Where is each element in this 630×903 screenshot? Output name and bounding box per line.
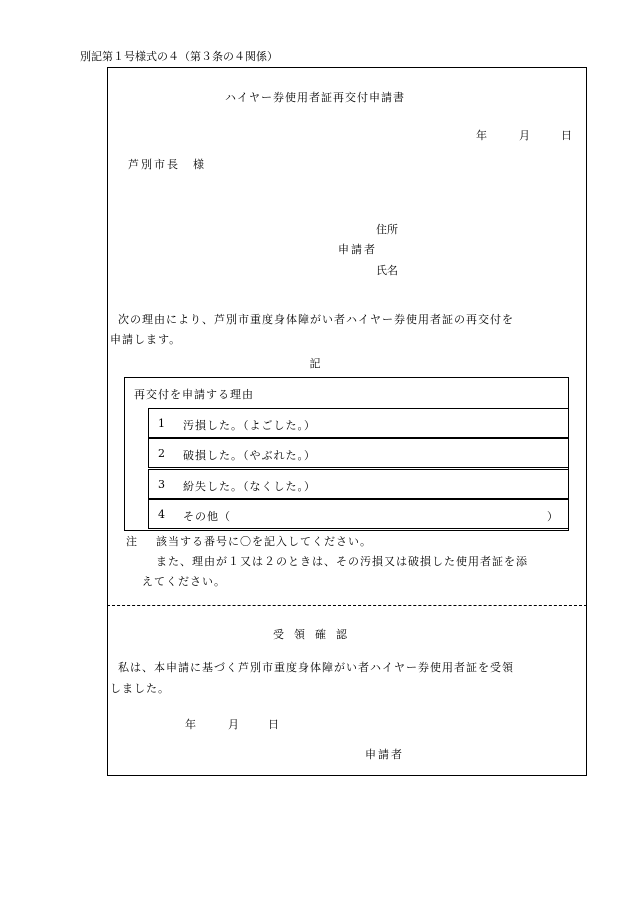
reason-option-2[interactable] (148, 438, 569, 468)
receipt-date-year-label: 年 (185, 718, 196, 731)
addressee: 芦別市長 様 (128, 158, 206, 171)
reason-option-3[interactable] (148, 469, 569, 499)
receipt-text-line-1: 私は、本申請に基づく芦別市重度身体障がい者ハイヤー券使用者証を受領 (118, 661, 514, 674)
reason-number: 2 (158, 447, 165, 460)
reason-number: 4 (158, 508, 165, 521)
receipt-date-month-label: 月 (228, 718, 239, 731)
applicant-label: 申請者 (338, 243, 377, 256)
reason-number: 1 (158, 417, 165, 430)
applicant-address-label: 住所 (376, 223, 398, 236)
form-number-label: 別記第１号様式の４（第３条の４関係） (80, 50, 278, 63)
receipt-confirmation-title: 受領確認 (273, 628, 357, 641)
date-day-label: 日 (561, 129, 572, 142)
reason-option-4[interactable] (148, 499, 569, 529)
form-title: ハイヤー券使用者証再交付申請書 (225, 91, 405, 104)
reason-number: 3 (158, 478, 165, 491)
ki-label: 記 (309, 357, 321, 370)
other-reason-close-paren: ） (547, 510, 558, 523)
note-line-3: えてください。 (142, 575, 226, 588)
receipt-applicant-label: 申請者 (365, 748, 404, 761)
reason-text: 汚損した。（よごした。） (183, 419, 316, 432)
receipt-date-day-label: 日 (268, 718, 279, 731)
body-text-line-1: 次の理由により、芦別市重度身体障がい者ハイヤー券使用者証の再交付を (118, 313, 514, 326)
note-line-2: また、理由が１又は２のときは、その汚損又は破損した使用者証を添 (156, 555, 528, 568)
note-line-1: 該当する番号に〇を記入してください。 (156, 535, 372, 548)
body-text-line-2: 申請します。 (110, 333, 182, 346)
reason-table-header: 再交付を申請する理由 (134, 388, 254, 401)
applicant-name-label: 氏名 (376, 264, 398, 277)
note-mark: 注 (126, 535, 137, 548)
receipt-text-line-2: しました。 (110, 682, 170, 695)
date-month-label: 月 (519, 129, 530, 142)
reason-text: 破損した。（やぶれた。） (183, 449, 316, 462)
reason-text: 紛失した。（なくした。） (183, 480, 316, 493)
dashed-divider (107, 605, 587, 606)
reason-option-1[interactable] (148, 408, 569, 438)
date-year-label: 年 (476, 129, 487, 142)
reason-text: その他（ (183, 510, 231, 523)
